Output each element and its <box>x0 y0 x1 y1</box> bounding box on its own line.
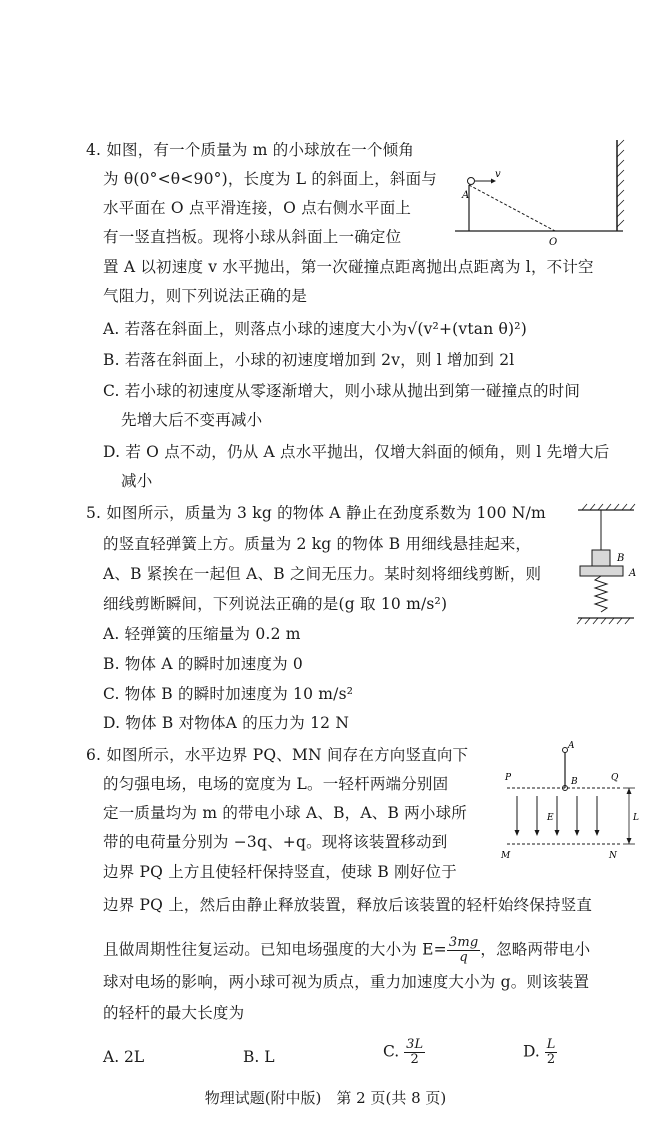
q6-option-c-num: 3L <box>406 1037 424 1052</box>
q6-label-a: A <box>568 741 575 751</box>
q4-line-1: 4. 如图，有一个质量为 m 的小球放在一个倾角 <box>86 141 415 159</box>
q4-line-2: 为 θ(0°<θ<90°)，长度为 L 的斜面上，斜面与 <box>103 170 437 188</box>
q4-option-d: D. 若 O 点不动，仍从 A 点水平抛出，仅增大斜面的倾角，则 l 先增大后 <box>103 443 610 461</box>
q6-line-9: 的轻杆的最大长度为 <box>103 1004 245 1022</box>
q6-label-e: E <box>547 813 554 823</box>
q6-line-7-text: 且做周期性往复运动。已知电场强度的大小为 E= <box>103 940 447 959</box>
q6-line-4: 带的电荷量分别为 −3q、+q。现将该装置移动到 <box>103 833 448 851</box>
q6-option-c-prefix: C. <box>383 1042 400 1061</box>
q5-option-d: D. 物体 B 对物体A 的压力为 12 N <box>103 714 350 732</box>
q5-line-4: 细线剪断瞬间，下列说法正确的是(g 取 10 m/s²) <box>103 595 448 613</box>
q4-option-a: A. 若落在斜面上，则落点小球的速度大小为√(v²+(vtan θ)²) <box>103 320 527 338</box>
q6-option-c <box>383 1038 425 1067</box>
q4-option-c-cont: 先增大后不变再减小 <box>121 411 263 429</box>
q6-efield-den: q <box>459 950 468 965</box>
q6-option-b: B. L <box>243 1048 275 1066</box>
q4-label-a: A <box>462 190 470 201</box>
q6-option-d-den: 2 <box>546 1052 556 1067</box>
q6-line-6: 边界 PQ 上，然后由静止释放装置，释放后该装置的轻杆始终保持竖直 <box>103 896 593 914</box>
q6-option-a: A. 2L <box>103 1048 145 1066</box>
q6-line-2: 的匀强电场，电场的宽度为 L。一轻杆两端分别固 <box>103 775 449 793</box>
q4-figure <box>455 135 640 250</box>
q6-line-1: 6. 如图所示，水平边界 PQ、MN 间存在方向竖直向下 <box>86 746 469 764</box>
q6-line-7-tail: ，忽略两带电小 <box>480 940 591 959</box>
q4-option-c: C. 若小球的初速度从零逐渐增大，则小球从抛出到第一碰撞点的时间 <box>103 382 581 400</box>
q6-line-8: 球对电场的影响，两小球可视为质点，重力加速度大小为 g。则该装置 <box>103 973 590 991</box>
q4-line-6: 气阻力，则下列说法正确的是 <box>103 287 308 305</box>
q4-label-o: O <box>549 237 558 248</box>
page-footer: 物理试题(附中版) 第 2 页(共 8 页) <box>204 1089 447 1107</box>
q5-line-2: 的竖直轻弹簧上方。质量为 2 kg 的物体 B 用细线悬挂起来， <box>103 535 532 553</box>
q6-option-c-fraction <box>404 1038 425 1067</box>
q6-efield-fraction <box>447 936 481 965</box>
q6-line-7 <box>103 936 590 965</box>
q6-label-n: N <box>609 851 617 861</box>
q6-figure <box>495 740 645 865</box>
q6-label-m: M <box>501 851 511 861</box>
q6-line-5: 边界 PQ 上方且使轻杆保持竖直，使球 B 刚好位于 <box>103 863 457 881</box>
q4-line-3: 水平面在 O 点平滑连接，O 点右侧水平面上 <box>103 199 412 217</box>
q6-option-c-den: 2 <box>410 1052 419 1067</box>
q4-line-4: 有一竖直挡板。现将小球从斜面上一确定位 <box>103 228 402 246</box>
q6-option-d-prefix: D. <box>523 1042 540 1061</box>
q5-line-1: 5. 如图所示，质量为 3 kg 的物体 A 静止在劲度系数为 100 N/m <box>86 504 546 522</box>
q5-option-b: B. 物体 A 的瞬时加速度为 0 <box>103 655 303 673</box>
q6-efield-num: 3mg <box>448 935 479 950</box>
q5-label-b: B <box>617 553 625 564</box>
q6-label-q: Q <box>611 773 619 783</box>
q5-option-c: C. 物体 B 的瞬时加速度为 10 m/s² <box>103 685 354 703</box>
q5-line-3: A、B 紧挨在一起但 A、B 之间无压力。某时刻将细线剪断，则 <box>103 565 542 583</box>
q4-option-b: B. 若落在斜面上，小球的初速度增加到 2v，则 l 增加到 2l <box>103 351 515 369</box>
q6-option-d <box>523 1038 557 1067</box>
q6-option-d-fraction <box>545 1038 558 1067</box>
q5-figure <box>570 500 645 630</box>
q6-label-l: L <box>633 813 639 823</box>
q5-label-a: A <box>629 568 637 579</box>
q6-label-b: B <box>571 777 578 787</box>
q4-label-v: v <box>495 169 501 180</box>
q4-line-5: 置 A 以初速度 v 水平抛出，第一次碰撞点距离抛出点距离为 l，不计空 <box>103 258 594 276</box>
q5-option-a: A. 轻弹簧的压缩量为 0.2 m <box>103 625 301 643</box>
q6-line-3: 定一质量均为 m 的带电小球 A、B，A、B 两小球所 <box>103 804 467 822</box>
q4-option-d-cont: 减小 <box>121 472 153 490</box>
q6-option-d-num: L <box>546 1037 556 1052</box>
q6-label-p: P <box>505 773 512 783</box>
